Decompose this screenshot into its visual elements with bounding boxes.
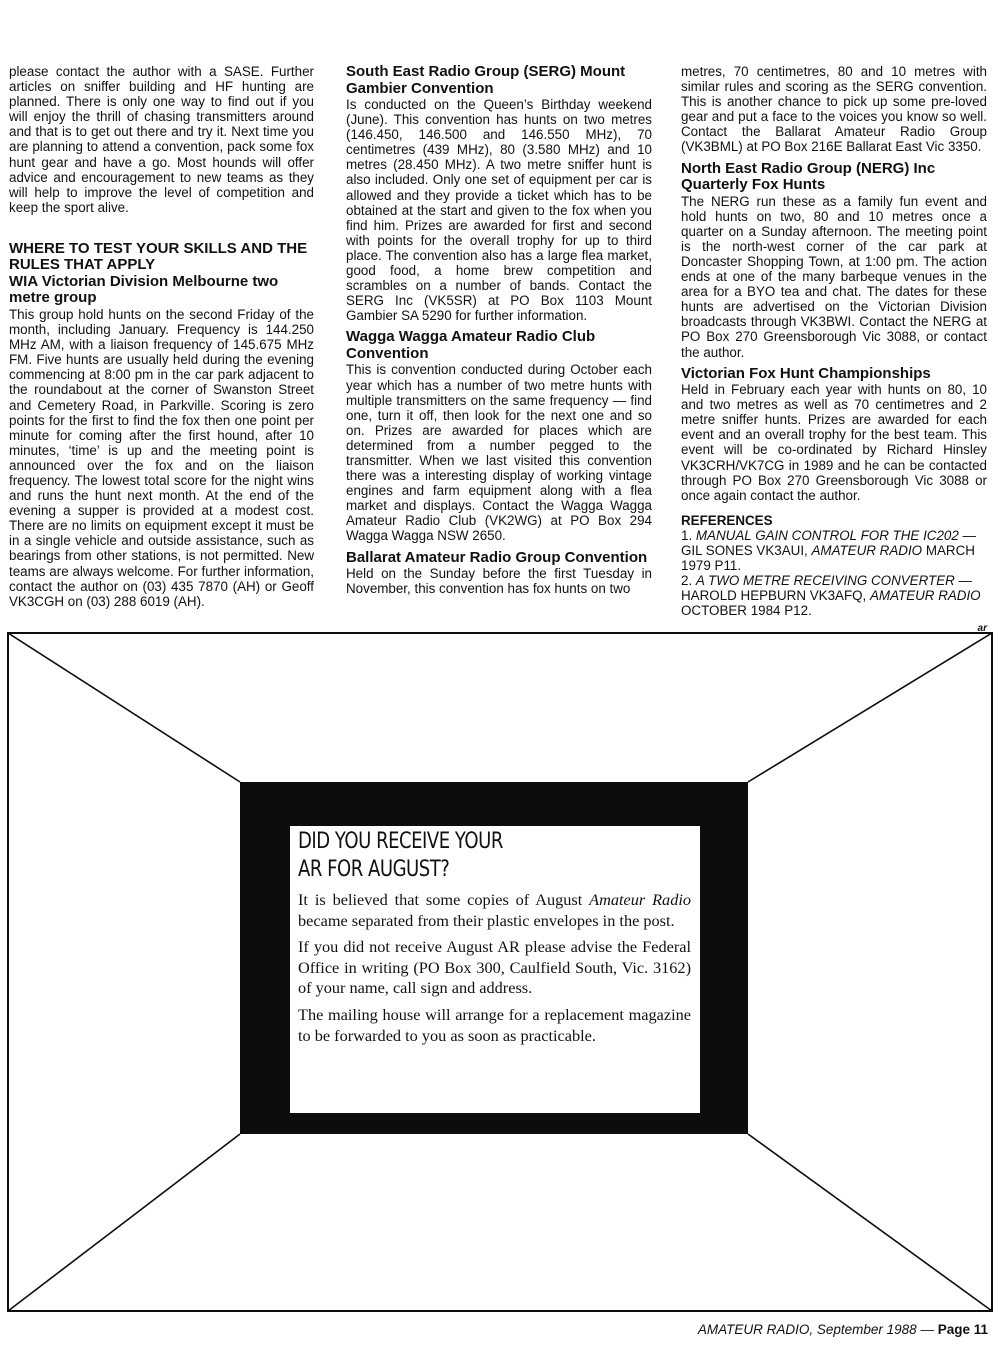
nerg-paragraph: The NERG run these as a family fun event and hold hunts on two, 80 and 10 metres once a quarter on a Sunday afternoon. The meeting point is the north-west corner of the car park at Doncaster Shopping Town, at 1:00 pm. The action ends at one of the many barbeque venues in the area for a BYO tea and chat. The dates for these hunts are advertised on the Victorian Division broadcasts through VK3BWI. Contact the NERG at PO Box 270 Greensborough Vic 3088, or contact the author.: [681, 193, 987, 360]
wia-paragraph: This group hold hunts on the second Friday of the month, including January. Frequency is 144.250 MHz AM, with a liaison frequency of 145.675 MHz FM. Five hunts are usually held during the evening commencing at 8:00 pm in the car park adjacent to the roundabout at the corner of Swanston Street and Cemetery Road, in Parkville. Scoring is zero points for the first to find the fox then one point per minute for coming after the first hound, after 10 minutes, ‘time’ is up and the meeting point is announced over the fox and on the liaison frequency. The lowest total score for the night wins and runs the hunt next month. At the end of the evening a supper is provided at a modest cost. There are no limits on equipment except it must be in a single vehicle and outside assistance, such as bearings from other stations, is not permitted. New teams are always welcome. For further information, contact the author on (03) 435 7870 (AH) or Geoff VK3CGH on (03) 288 6019 (AH).: [9, 306, 314, 609]
vic-championships-paragraph: Held in February each year with hunts on 80, 10 and two metres as well as 70 centimetres and 2 metre sniffer hunts. Prizes are awarded for each event and an overall trophy for the best team. This event will be co-ordinated by Richard Hinsley VK3CRH/VK7CG in 1989 and he can be contacted through PO Box 270 Greensborough Vic 3088 or once again contact the author.: [681, 382, 987, 503]
notice-paragraph-2: If you did not receive August AR please advise the Federal Office in writing (PO Box 300, Caulfield South, Vic. 3162) of your name, call sign and address.: [298, 937, 691, 998]
ballarat-heading: Ballarat Amateur Radio Group Convention: [346, 548, 648, 566]
august-notice: [290, 826, 700, 1113]
wagga-heading: Wagga Wagga Amateur Radio Club Convention: [346, 328, 596, 362]
vic-championships-heading: Victorian Fox Hunt Championships: [681, 364, 931, 382]
notice-heading-line-1: DID YOU RECEIVE YOUR: [298, 829, 503, 854]
reference-2: 2. A TWO METRE RECEIVING CONVERTER — HAROLD HEPBURN VK3AFQ, AMATEUR RADIO OCTOBER 1984 P12.: [681, 573, 981, 619]
serg-heading: South East Radio Group (SERG) Mount Gambier Convention: [346, 63, 626, 97]
footer-publication: AMATEUR RADIO, September 1988 —: [697, 1322, 938, 1337]
nerg-heading: North East Radio Group (NERG) Inc Quarterly Fox Hunts: [681, 159, 936, 194]
column-middle: [346, 64, 652, 596]
intro-paragraph: please contact the author with a SASE. Further articles on sniffer building and HF hunting are planned. There is only one way to find out if you will enjoy the thrill of chasing transmitters around and that is to get out there and try it. Next time you are planning to attend a convention, pack some fox hunt gear and have a go. Most hounds will offer advice and encouragement to new teams as they will help to improve the level of competition and keep the sport alive.: [9, 64, 314, 215]
wia-heading: WIA Victorian Division Melbourne two metre group: [9, 272, 279, 307]
references-heading: REFERENCES: [681, 512, 773, 528]
reference-1: 1. MANUAL GAIN CONTROL FOR THE IC202 — GIL SONES VK3AUI, AMATEUR RADIO MARCH 1979 P11.: [681, 527, 976, 574]
notice-paragraph-3: The mailing house will arrange for a replacement magazine to be forwarded to you as soon as practicable.: [298, 1004, 691, 1045]
ballarat-paragraph: Held on the Sunday before the first Tuesday in November, this convention has fox hunts on two: [346, 566, 652, 597]
page-footer: [698, 1322, 988, 1337]
column-left: [9, 64, 314, 609]
notice-heading: [298, 828, 620, 884]
wagga-paragraph: This is convention conducted during October each year which has a number of two metre hunts with multiple transmitters on the same frequency — find one, turn it off, then look for the next one and so on. Prizes are awarded for places which are determined from a number pegged to the transmitter. When we last visited this convention there was a interesting display of working vintage engines and farm equipment along with a flea market and displays. Contact the Wagga Wagga Amateur Radio Club (VK2WG) at PO Box 294 Wagga Wagga NSW 2650.: [346, 362, 652, 544]
serg-paragraph: Is conducted on the Queen’s Birthday weekend (June). This convention has hunts on two metres (146.450, 146.500 and 146.550 MHz), 70 centimetres (439 MHz), 80 (3.580 MHz) and 10 metres (28.450 MHz). A two metre sniffer hunt is also included. Only one set of equipment per car is allowed and they provide a ticket which has to be obtained at the start and given to the fox when you find him. Prizes are awarded for first and second with points for the overall trophy for up to third place. The convention also has a large flea market, good food, a home brew competition and scrambles on a number of bands. Contact the SERG Inc (VK5SR) at PO Box 1103 Mount Gambier SA 5290 for further information.: [346, 97, 652, 324]
end-of-article-mark: ar: [977, 622, 987, 634]
notice-heading-line-2: AR FOR AUGUST?: [298, 857, 450, 882]
page-number: Page 11: [937, 1322, 988, 1337]
notice-paragraph-1: It is believed that some copies of August Amateur Radio became separated from their plastic envelopes in the post.: [298, 890, 692, 930]
section-heading: WHERE TO TEST YOUR SKILLS AND THE RULES THAT APPLY: [9, 239, 308, 274]
ballarat-continued-paragraph: metres, 70 centimetres, 80 and 10 metres with similar rules and scoring as the SERG convention. This is another chance to pick up some pre-loved gear and put a face to the voices you know so well. Contact the Ballarat Amateur Radio Group (VK3BML) at PO Box 216E Ballarat East Vic 3350.: [681, 64, 987, 155]
column-right: [681, 64, 987, 636]
